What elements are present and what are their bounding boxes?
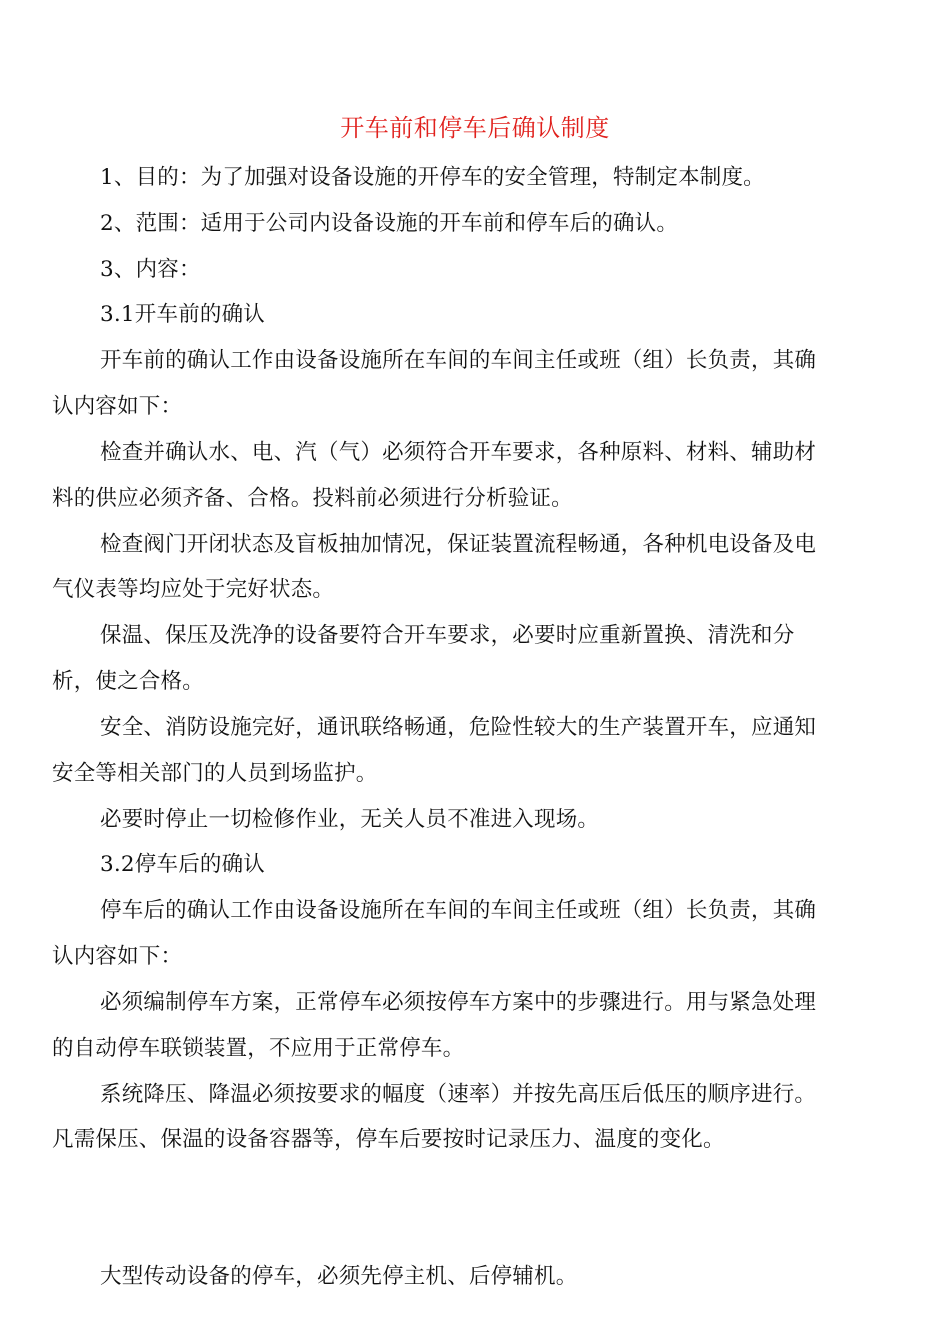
- paragraph-line: 认内容如下：: [52, 944, 183, 969]
- paragraph-line: 析，使之合格。: [52, 669, 204, 694]
- paragraph-line: 认内容如下：: [52, 394, 183, 419]
- paragraph-line: 气仪表等均应处于完好状态。: [52, 577, 335, 602]
- document-title: 开车前和停车后确认制度: [340, 114, 610, 142]
- paragraph-line: 开车前的确认工作由设备设施所在车间的车间主任或班（组）长负责，其确: [100, 348, 817, 373]
- paragraph-line: 安全、消防设施完好，通讯联络畅通，危险性较大的生产装置开车，应通知: [100, 715, 817, 740]
- paragraph-line: 必要时停止一切检修作业，无关人员不准进入现场。: [100, 807, 600, 832]
- paragraph-line: 安全等相关部门的人员到场监护。: [52, 761, 378, 786]
- paragraph-line: 停车后的确认工作由设备设施所在车间的车间主任或班（组）长负责，其确: [100, 898, 817, 923]
- paragraph-line: 的自动停车联锁装置，不应用于正常停车。: [52, 1036, 465, 1061]
- paragraph-scope: 2、范围：适用于公司内设备设施的开车前和停车后的确认。: [100, 211, 679, 236]
- paragraph-purpose: 1、目的：为了加强对设备设施的开停车的安全管理，特制定本制度。: [100, 165, 765, 190]
- heading-content: 3、内容：: [100, 257, 201, 282]
- paragraph-line: 系统降压、降温必须按要求的幅度（速率）并按先高压后低压的顺序进行。: [100, 1082, 817, 1107]
- heading-after-stop: 3.2停车后的确认: [100, 852, 265, 877]
- paragraph-line: 凡需保压、保温的设备容器等，停车后要按时记录压力、温度的变化。: [52, 1127, 725, 1152]
- paragraph-line: 检查并确认水、电、汽（气）必须符合开车要求，各种原料、材料、辅助材: [100, 440, 817, 465]
- paragraph-line: 必须编制停车方案，正常停车必须按停车方案中的步骤进行。用与紧急处理: [100, 990, 817, 1015]
- paragraph-line: 检查阀门开闭状态及盲板抽加情况，保证装置流程畅通，各种机电设备及电: [100, 532, 817, 557]
- paragraph-line: 保温、保压及洗净的设备要符合开车要求，必要时应重新置换、清洗和分: [100, 623, 795, 648]
- heading-before-start: 3.1开车前的确认: [100, 302, 265, 327]
- paragraph-line: 大型传动设备的停车，必须先停主机、后停辅机。: [100, 1264, 578, 1289]
- paragraph-line: 料的供应必须齐备、合格。投料前必须进行分析验证。: [52, 486, 573, 511]
